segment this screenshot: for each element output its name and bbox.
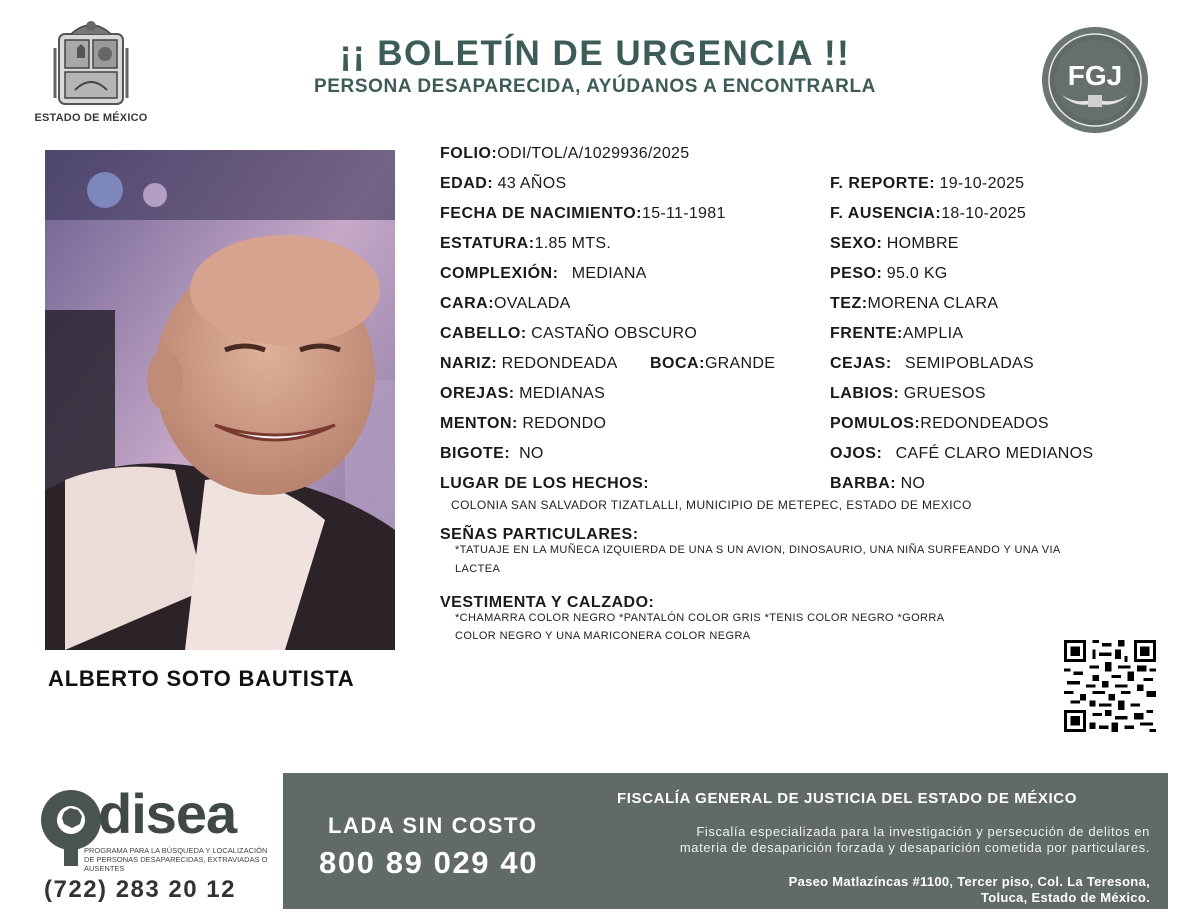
odisea-logo-block xyxy=(30,782,280,912)
odisea-description: PROGRAMA PARA LA BÚSQUEDA Y LOCALIZACIÓN DE PERSONAS DESAPARECIDAS, EXTRAVIADAS O AUSENTES xyxy=(84,846,268,873)
missing-person-name: ALBERTO SOTO BAUTISTA xyxy=(48,666,355,691)
missing-person-photo xyxy=(45,150,395,650)
pomulos-value: REDONDEADOS xyxy=(920,415,1049,432)
complexion-value: MEDIANA xyxy=(571,265,647,282)
field-folio xyxy=(440,144,689,164)
fgj-address xyxy=(650,874,1150,906)
barba-label: BARBA: xyxy=(830,475,897,492)
frente-value: AMPLIA xyxy=(902,325,964,342)
bigote-value: NO xyxy=(519,445,544,462)
field-peso xyxy=(830,264,948,284)
lada-phone-number[interactable]: 800 89 029 40 xyxy=(319,845,539,880)
vestimenta-line-1: *CHAMARRA COLOR NEGRO *PANTALÓN COLOR GRIS *TENIS COLOR NEGRO *GORRA xyxy=(455,612,945,624)
field-cejas xyxy=(830,354,1034,374)
senas-line-1: *TATUAJE EN LA MUÑECA IZQUIERDA DE UNA S UN AVION, DINOSAURIO, UNA NIÑA SURFEANDO Y UNA VIA xyxy=(455,544,1061,556)
field-labios xyxy=(830,384,986,404)
senas-line-2: LACTEA xyxy=(455,563,501,575)
estatura-value: 1.85 MTS. xyxy=(534,235,612,252)
frente-label: FRENTE: xyxy=(830,325,903,342)
f-reporte-label: F. REPORTE: xyxy=(830,175,936,192)
lada-label: LADA SIN COSTO xyxy=(328,813,538,838)
field-cara xyxy=(440,294,571,314)
folio-value: ODI/TOL/A/1029936/2025 xyxy=(497,145,690,162)
sexo-value: HOMBRE xyxy=(886,235,959,252)
bulletin-title: ¡¡ BOLETÍN DE URGENCIA !! xyxy=(339,34,851,73)
fgj-logo-text: FGJ xyxy=(1067,60,1123,91)
ojos-label: OJOS: xyxy=(830,445,883,462)
boca-label: BOCA: xyxy=(650,355,705,372)
field-complexion xyxy=(440,264,647,284)
menton-value: REDONDO xyxy=(522,415,607,432)
fgj-description xyxy=(590,824,1150,856)
odisea-phone[interactable]: (722) 283 20 12 xyxy=(44,876,236,903)
state-label: ESTADO DE MÉXICO xyxy=(34,112,148,124)
f-reporte-value: 19-10-2025 xyxy=(939,175,1025,192)
tez-label: TEZ: xyxy=(830,295,868,312)
labios-value: GRUESOS xyxy=(903,385,986,402)
tez-value: MORENA CLARA xyxy=(867,295,999,312)
nariz-label: NARIZ: xyxy=(440,355,498,372)
edad-value: 43 AÑOS xyxy=(497,175,567,192)
coat-of-arms-icon xyxy=(51,18,131,108)
nariz-value: REDONDEADA xyxy=(501,355,618,372)
field-sexo xyxy=(830,234,959,254)
field-nariz xyxy=(440,354,618,374)
field-pomulos xyxy=(830,414,1049,434)
vestimenta-label: VESTIMENTA Y CALZADO: xyxy=(440,594,655,611)
sexo-label: SEXO: xyxy=(830,235,883,252)
title-block xyxy=(170,34,1020,98)
barba-value: NO xyxy=(900,475,926,492)
cabello-label: CABELLO: xyxy=(440,325,527,342)
fgj-seal-icon xyxy=(1040,25,1150,135)
field-ojos xyxy=(830,444,1093,464)
edad-label: EDAD: xyxy=(440,175,494,192)
fecha-nacimiento-label: FECHA DE NACIMIENTO: xyxy=(440,205,642,222)
menton-label: MENTON: xyxy=(440,415,518,432)
field-orejas xyxy=(440,384,605,404)
estatura-label: ESTATURA: xyxy=(440,235,535,252)
fgj-description-line-1: Fiscalía especializada para la investigación y persecución de delitos en xyxy=(696,824,1150,839)
labios-label: LABIOS: xyxy=(830,385,900,402)
orejas-label: OREJAS: xyxy=(440,385,515,402)
boca-value: GRANDE xyxy=(704,355,776,372)
vestimenta-line-2: COLOR NEGRO Y UNA MARICONERA COLOR NEGRA xyxy=(455,630,751,642)
peso-value: 95.0 KG xyxy=(886,265,948,282)
field-f-reporte xyxy=(830,174,1024,194)
orejas-value: MEDIANAS xyxy=(519,385,606,402)
folio-label: FOLIO: xyxy=(440,145,498,162)
fgj-name: FISCALÍA GENERAL DE JUSTICIA DEL ESTADO DE MÉXICO xyxy=(617,790,1077,807)
bulletin-subtitle: PERSONA DESAPARECIDA, AYÚDANOS A ENCONTRARLA xyxy=(314,76,876,97)
field-estatura xyxy=(440,234,611,254)
cejas-label: CEJAS: xyxy=(830,355,892,372)
f-ausencia-label: F. AUSENCIA: xyxy=(830,205,942,222)
field-f-ausencia xyxy=(830,204,1026,224)
lugar-value: COLONIA SAN SALVADOR TIZATLALLI, MUNICIPIO DE METEPEC, ESTADO DE MEXICO xyxy=(451,498,972,512)
footer-band xyxy=(283,773,1168,909)
estado-de-mexico-logo xyxy=(30,18,152,124)
pomulos-label: POMULOS: xyxy=(830,415,921,432)
field-tez xyxy=(830,294,998,314)
fgj-address-line-2: Toluca, Estado de México. xyxy=(980,890,1150,905)
cejas-value: SEMIPOBLADAS xyxy=(905,355,1035,372)
cara-value: OVALADA xyxy=(494,295,571,312)
bigote-label: BIGOTE: xyxy=(440,445,511,462)
field-menton xyxy=(440,414,606,434)
field-cabello xyxy=(440,324,697,344)
field-edad xyxy=(440,174,566,194)
field-lugar-label xyxy=(440,474,649,494)
senas-label: SEÑAS PARTICULARES: xyxy=(440,526,639,543)
f-ausencia-value: 18-10-2025 xyxy=(941,205,1027,222)
field-barba xyxy=(830,474,925,494)
cabello-value: CASTAÑO OBSCURO xyxy=(531,325,698,342)
fgj-description-line-2: materia de desaparición forzada y desaparición cometida por particulares. xyxy=(679,840,1150,855)
field-frente xyxy=(830,324,963,344)
odisea-wordmark: disea xyxy=(98,782,237,845)
complexion-label: COMPLEXIÓN: xyxy=(440,265,559,282)
field-boca xyxy=(650,354,775,374)
field-bigote xyxy=(440,444,544,464)
fecha-nacimiento-value: 15-11-1981 xyxy=(642,205,726,222)
lugar-label: LUGAR DE LOS HECHOS: xyxy=(440,475,650,492)
qr-code-icon[interactable] xyxy=(1064,640,1156,732)
field-fecha-nacimiento xyxy=(440,204,726,224)
peso-label: PESO: xyxy=(830,265,883,282)
ojos-value: CAFÉ CLARO MEDIANOS xyxy=(895,445,1094,462)
fgj-address-line-1: Paseo Matlazíncas #1100, Tercer piso, Col. La Teresona, xyxy=(788,874,1150,889)
cara-label: CARA: xyxy=(440,295,495,312)
